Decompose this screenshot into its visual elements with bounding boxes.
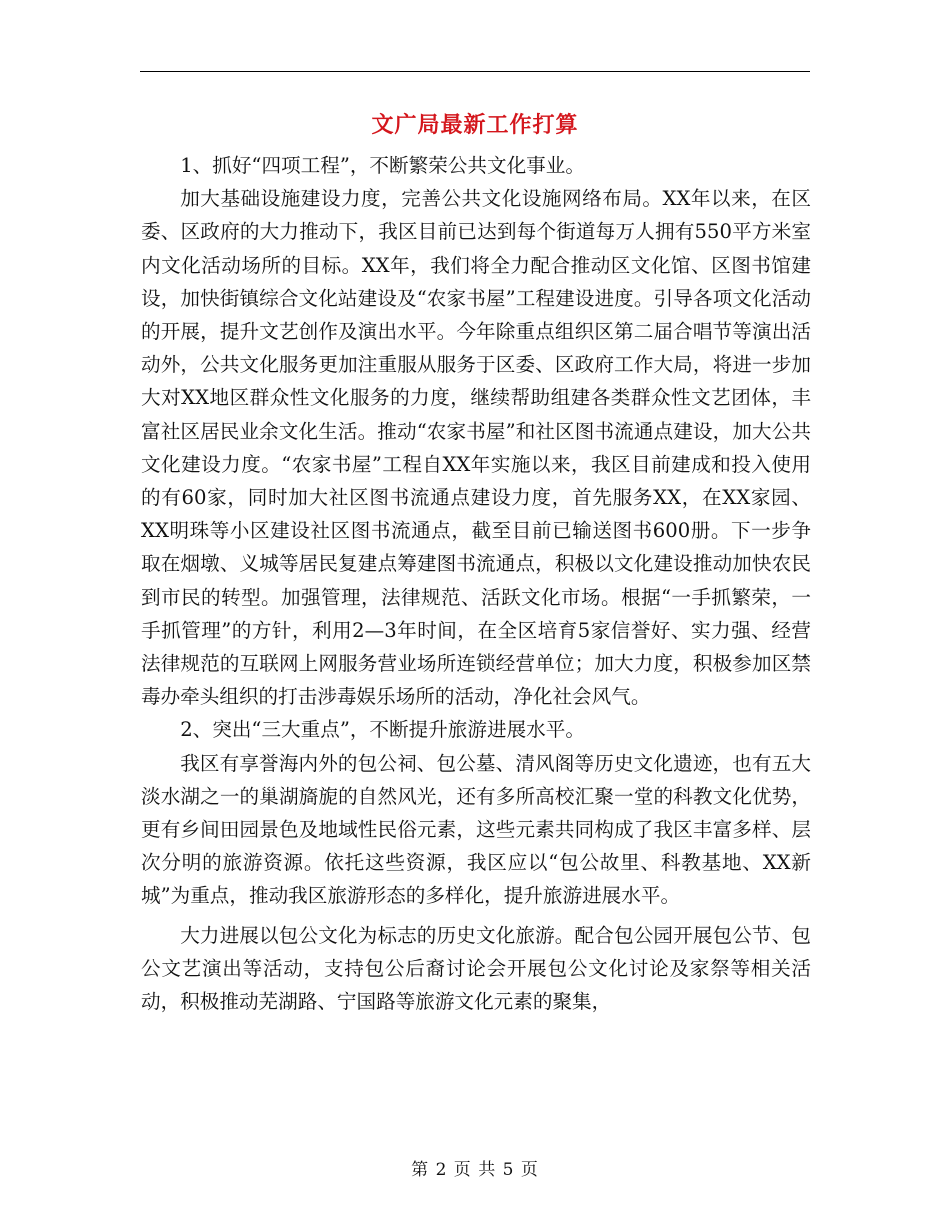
section-heading-1: 1、抓好“四项工程”，不断繁荣公共文化事业。: [180, 154, 585, 177]
header-rule: [140, 71, 810, 72]
section-heading-2: 2、突出“三大重点”，不断提升旅游进展水平。: [180, 718, 585, 742]
body-paragraph: 加大基础设施建设力度，完善公共文化设施网络布局。XX年以来，在区委、区政府的大力推动下，我区目前已达到每个街道每万人拥有550平方米室内文化活动场所的目标。XX年，我们将全力配合推动区文化馆、区图书馆建设，加快街镇综合文化站建设及“农家书屋”工程建设进度。引导各项文化活动的开展，提升文艺创作及演出水平。今年除重点组织区第二届合唱节等演出活动外，公共文化服务更加注重服从服务于区委、区政府工作大局，将进一步加大对XX地区群众性文化服务的力度，继续帮助组建各类群众性文艺团体，丰富社区居民业余文化生活。推动“农家书屋”和社区图书流通点建设，加大公共文化建设力度。“农家书屋”工程自XX年实施以来，我区目前建成和投入使用的有60家，同时加大社区图书流通点建设力度，首先服务XX，在XX家园、XX明珠等小区建设社区图书流通点，截至目前已输送图书600册。下一步争取在烟墩、义城等居民复建点筹建图书流通点，积极以文化建设推动加快农民到市民的转型。加强管理，法律规范、活跃文化市场。根据“一手抓繁荣，一手抓管理”的方针，利用2—3年时间，在全区培育5家信誉好、实力强、经营法律规范的互联网上网服务营业场所连锁经营单位；加大力度，积极参加区禁毒办牵头组织的打击涉毒娱乐场所的活动，净化社会风气。: [141, 187, 811, 709]
document-body: [141, 149, 811, 1018]
page-number-footer: 第 2 页 共 5 页: [411, 1160, 539, 1180]
body-paragraph: 我区有享誉海内外的包公祠、包公墓、清风阁等历史文化遗迹，也有五大淡水湖之一的巢湖旖旎的自然风光，还有多所高校汇聚一堂的科教文化优势，更有乡间田园景色及地域性民俗元素，这些元素共同构成了我区丰富多样、层次分明的旅游资源。依托这些资源，我区应以“包公故里、科教基地、XX新城”为重点，推动我区旅游形态的多样化，提升旅游进展水平。: [141, 751, 811, 908]
document-title: 文广局最新工作打算: [371, 112, 579, 138]
body-paragraph: 大力进展以包公文化为标志的历史文化旅游。配合包公园开展包公节、包公文艺演出等活动，支持包公后裔讨论会开展包公文化讨论及家祭等相关活动，积极推动芜湖路、宁国路等旅游文化元素的聚集，: [141, 923, 811, 1014]
